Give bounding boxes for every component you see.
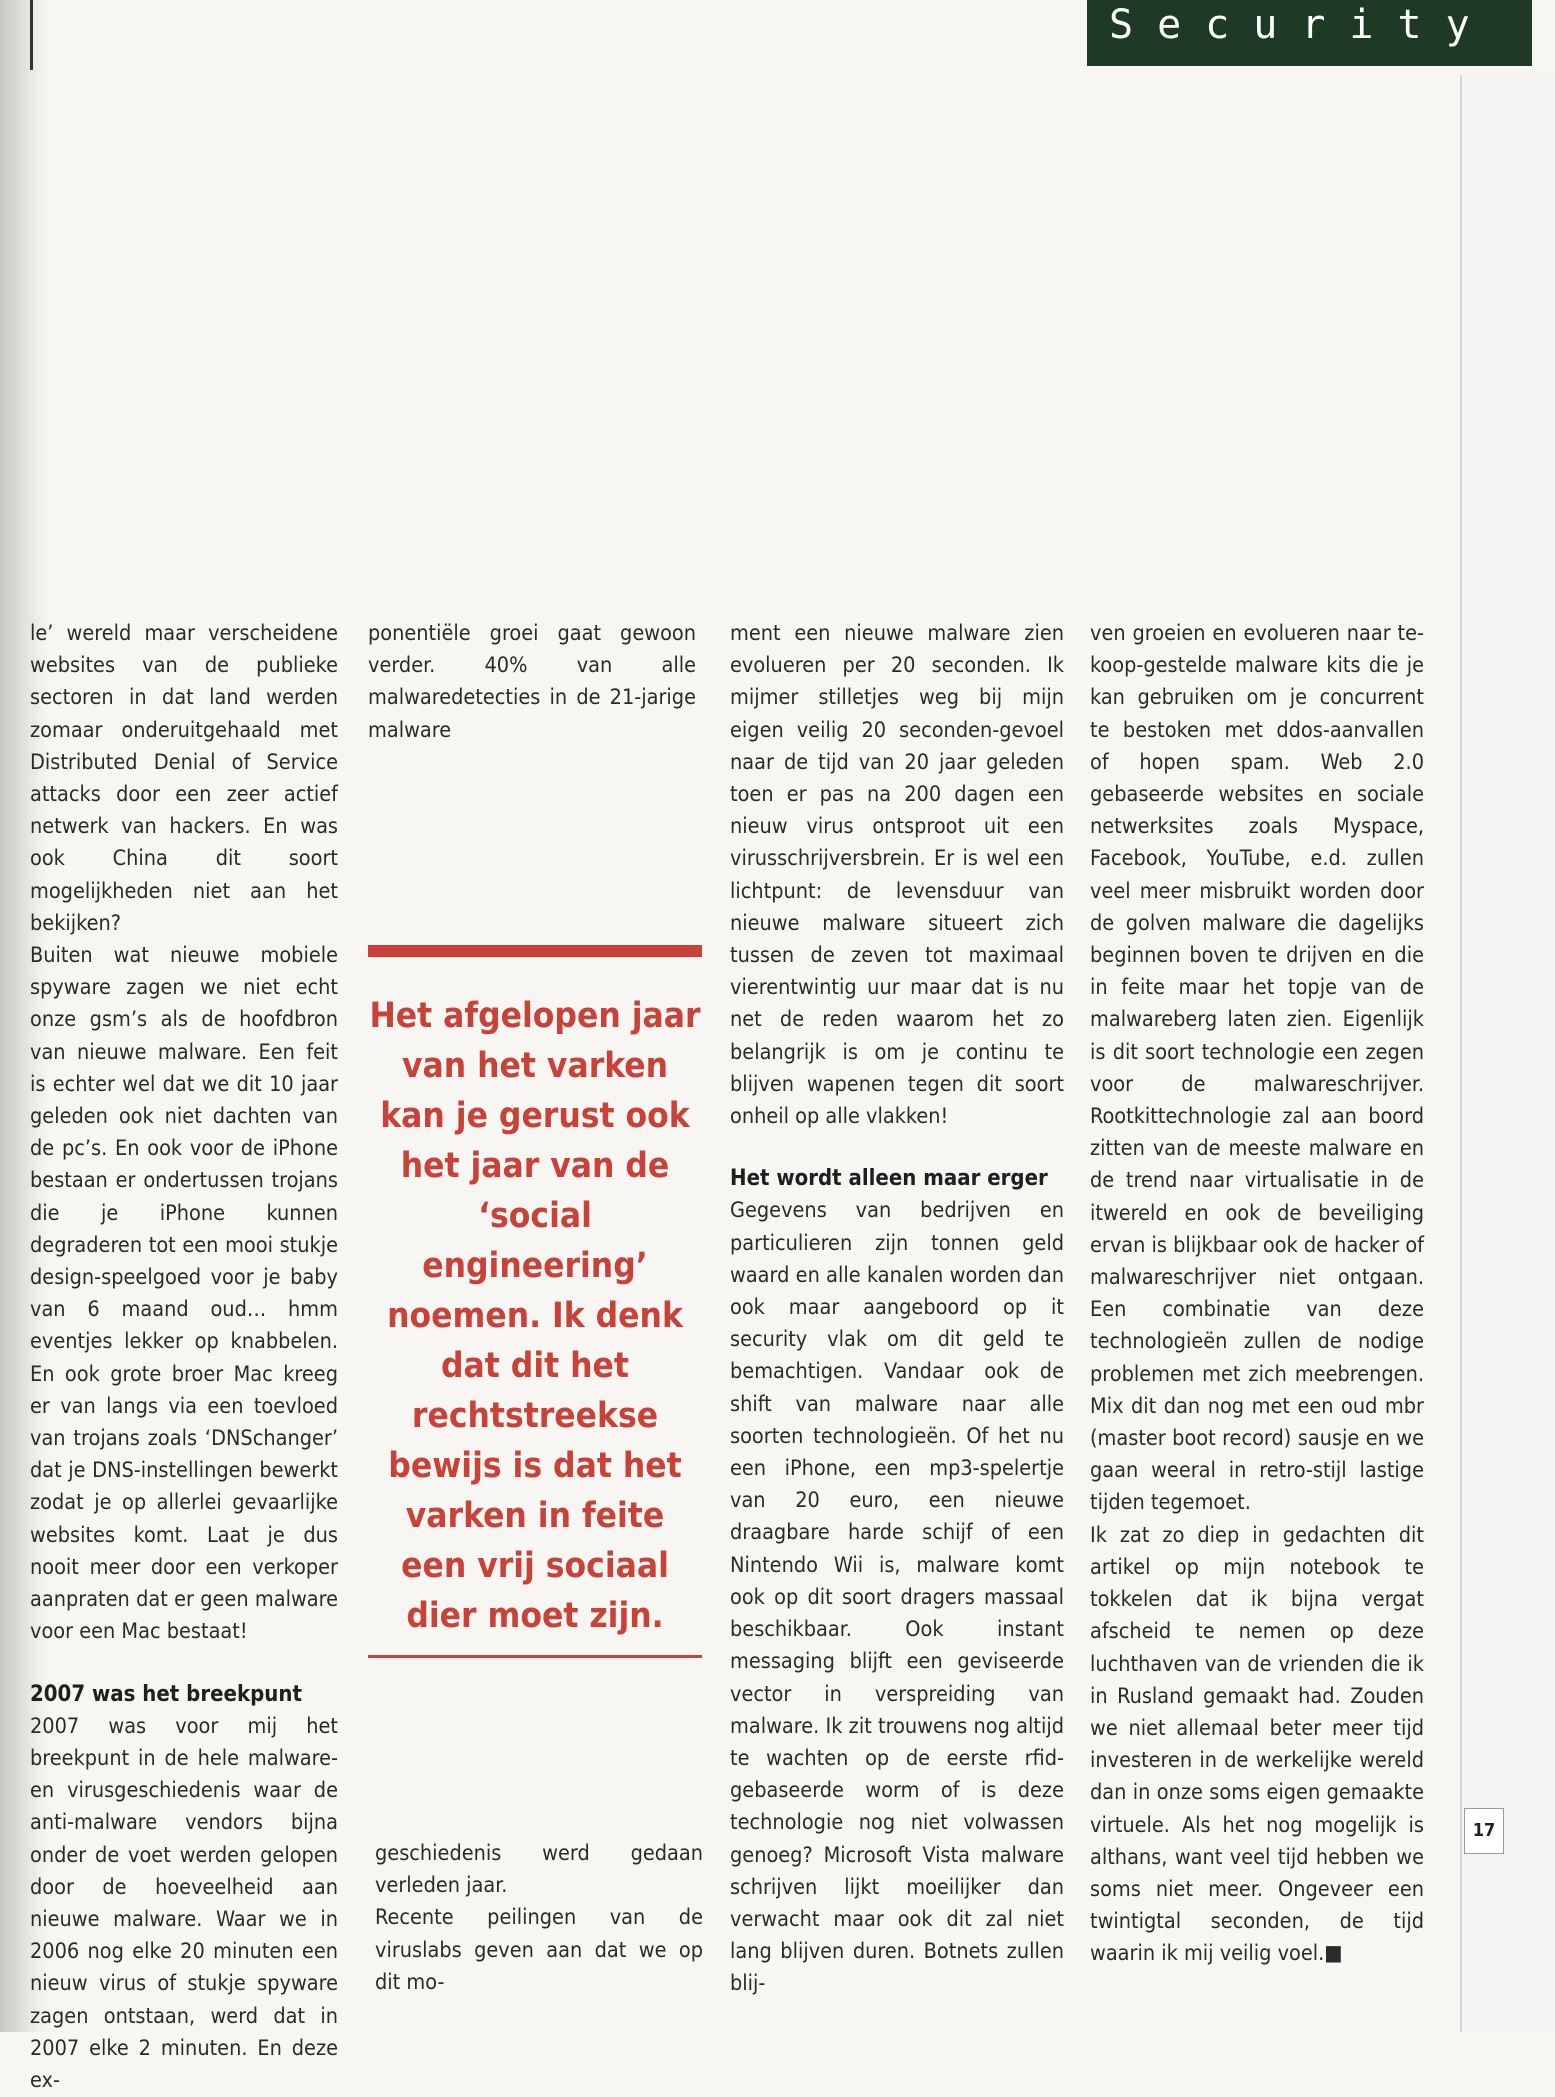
section-tab: Security xyxy=(1087,0,1532,66)
body-paragraph-final xyxy=(1090,1520,1424,1971)
body-paragraph: le’ wereld maar verscheidene websites van de publieke sectoren in dat land werden zomaar onderuitgehaald met Distributed Denial of Service attacks door een zeer actief netwerk van hackers. En was ook China dit soort mogelijkheden niet aan het bekijken? xyxy=(30,621,338,936)
body-paragraph: Recente peilingen van de viruslabs geven aan dat we op dit mo- xyxy=(375,1905,703,1995)
article-column-2-top xyxy=(368,618,696,747)
end-mark: ■ xyxy=(1324,1941,1343,1967)
body-paragraph: Gegevens van bedrijven en particulieren zijn tonnen geld waard en alle kanalen worden dan ook maar aangeboord op it security vlak om dit geld te bemachtigen. Vandaar ook de shift van malware naar alle soorten technologieën. Of het nu een iPhone, een mp3-spelertje van 20 euro, een nieuwe draagbare harde schijf of een Nintendo Wii is, malware komt ook op dit soort dragers massaal beschikbaar. Ook instant messaging blijft een geviseerde vector in verspreiding van malware. Ik zit trouwens nog altijd te wachten op de eerste rfid-gebaseerde worm of is deze technologie nog niet volwassen genoeg? Microsoft Vista malware schrijven lijkt moeilijker dan verwacht maar ook dit zal niet lang blijven duren. Botnets zullen blij- xyxy=(730,1198,1064,1997)
pull-quote: Het afgelopen jaar van het varken kan je gerust ook het jaar van de ‘social engineering’ noemen. Ik denk dat dit het rechtstreekse bewijs is dat het varken in feite een vrij sociaal dier moet zijn. xyxy=(368,945,702,1658)
body-paragraph: 2007 was voor mij het breekpunt in de hele malware- en virusgeschiedenis waar de anti-malware vendors bijna onder de voet werden gelopen door de hoeveelheid aan nieuwe malware. Waar we in 2006 nog elke 20 minuten een nieuw virus of stukje spyware zagen ontstaan, werd dat in 2007 elke 2 minuten. En deze ex- xyxy=(30,1713,338,2093)
body-paragraph: Buiten wat nieuwe mobiele spyware zagen we niet echt onze gsm’s als de hoofdbron van nieuwe malware. Een feit is echter wel dat we dit 10 jaar geleden ook niet dachten van de pc’s. En ook voor de iPhone bestaan er ondertussen trojans die je iPhone kunnen degraderen tot een mooi stukje design-speelgoed voor je baby van 6 maand oud… hmm eventjes lekker op knabbelen. En ook grote broer Mac kreeg er van langs via een toevloed van trojans zoals ‘DNSchanger’ dat je DNS-instellingen bewerkt zodat je op allerlei gevaarlijke websites komt. Laat je dus nooit meer door een verkoper aanpraten dat er geen malware voor een Mac bestaat! xyxy=(30,943,338,1645)
body-paragraph: ven groeien en evolueren naar te-koop-gestelde malware kits die je kan gebruiken om je concurrent te bestoken met ddos-aanvallen of hopen spam. Web 2.0 gebaseerde websites en sociale netwerksites zoals Myspace, Facebook, YouTube, e.d. zullen veel meer misbruikt worden door de golven malware die dagelijks beginnen boven te drijven en die in feite maar het topje van de malwareberg laten zien. Eigenlijk is dit soort technologie een zegen voor de malwareschrijver. Rootkittechnologie zal aan boord zitten van de meeste malware en de trend naar virtualisatie in de itwereld en ook de beveiliging ervan is blijkbaar ook de hacker of malwareschrijver niet ontgaan. Een combinatie van deze technologieën zullen de nodige problemen met zich meebrengen. Mix dit dan nog met een oud mbr (master boot record) sausje en we gaan weeral in retro-stijl lastige tijden tegemoet. xyxy=(1090,621,1424,1516)
article-column-3 xyxy=(730,618,1064,2001)
article-column-4 xyxy=(1090,618,1424,1971)
subheading: Het wordt alleen maar erger xyxy=(730,1166,1048,1192)
body-paragraph: geschiedenis werd gedaan verleden jaar. xyxy=(375,1841,703,1899)
article-column-1 xyxy=(30,618,338,2097)
article-column-2-bottom xyxy=(375,1838,703,1999)
final-text: Ik zat zo diep in gedachten dit artikel op mijn notebook te tokkelen dat ik bijna vergat afscheid te nemen op deze luchthaven van de vrienden die ik in Rusland gemaakt had. Zouden we niet allemaal beter meer tijd investeren in de werkelijke wereld dan in onze soms eigen gemaakte virtuele. Als het nog mogelijk is althans, want veel tijd hebben we soms niet meer. Ongeveer een twintigtal seconden, de tijd waarin ik mij veilig voel. xyxy=(1090,1522,1424,1967)
top-rule xyxy=(30,0,33,70)
subheading: 2007 was het breekpunt xyxy=(30,1681,302,1707)
body-paragraph: ponentiële groei gaat gewoon verder. 40% van alle malwaredetecties in de 21-jarige malware xyxy=(368,621,696,743)
next-page-edge xyxy=(1460,75,1555,2032)
page-number: 17 xyxy=(1464,1808,1504,1854)
body-paragraph: ment een nieuwe malware zien evolueren per 20 seconden. Ik mijmer stilletjes weg bij mijn eigen veilig 20 seconden-gevoel naar de tijd van 20 jaar geleden toen er pas na 200 dagen een nieuw virus ontsproot uit een virusschrijversbrein. Er is wel een lichtpunt: de levensduur van nieuwe malware situeert zich tussen de zeven tot maximaal vierentwintig uur maar dat is nu net de reden waarom het zo belangrijk is om je continu te blijven wapenen tegen dit soort onheil op alle vlakken! xyxy=(730,621,1064,1130)
